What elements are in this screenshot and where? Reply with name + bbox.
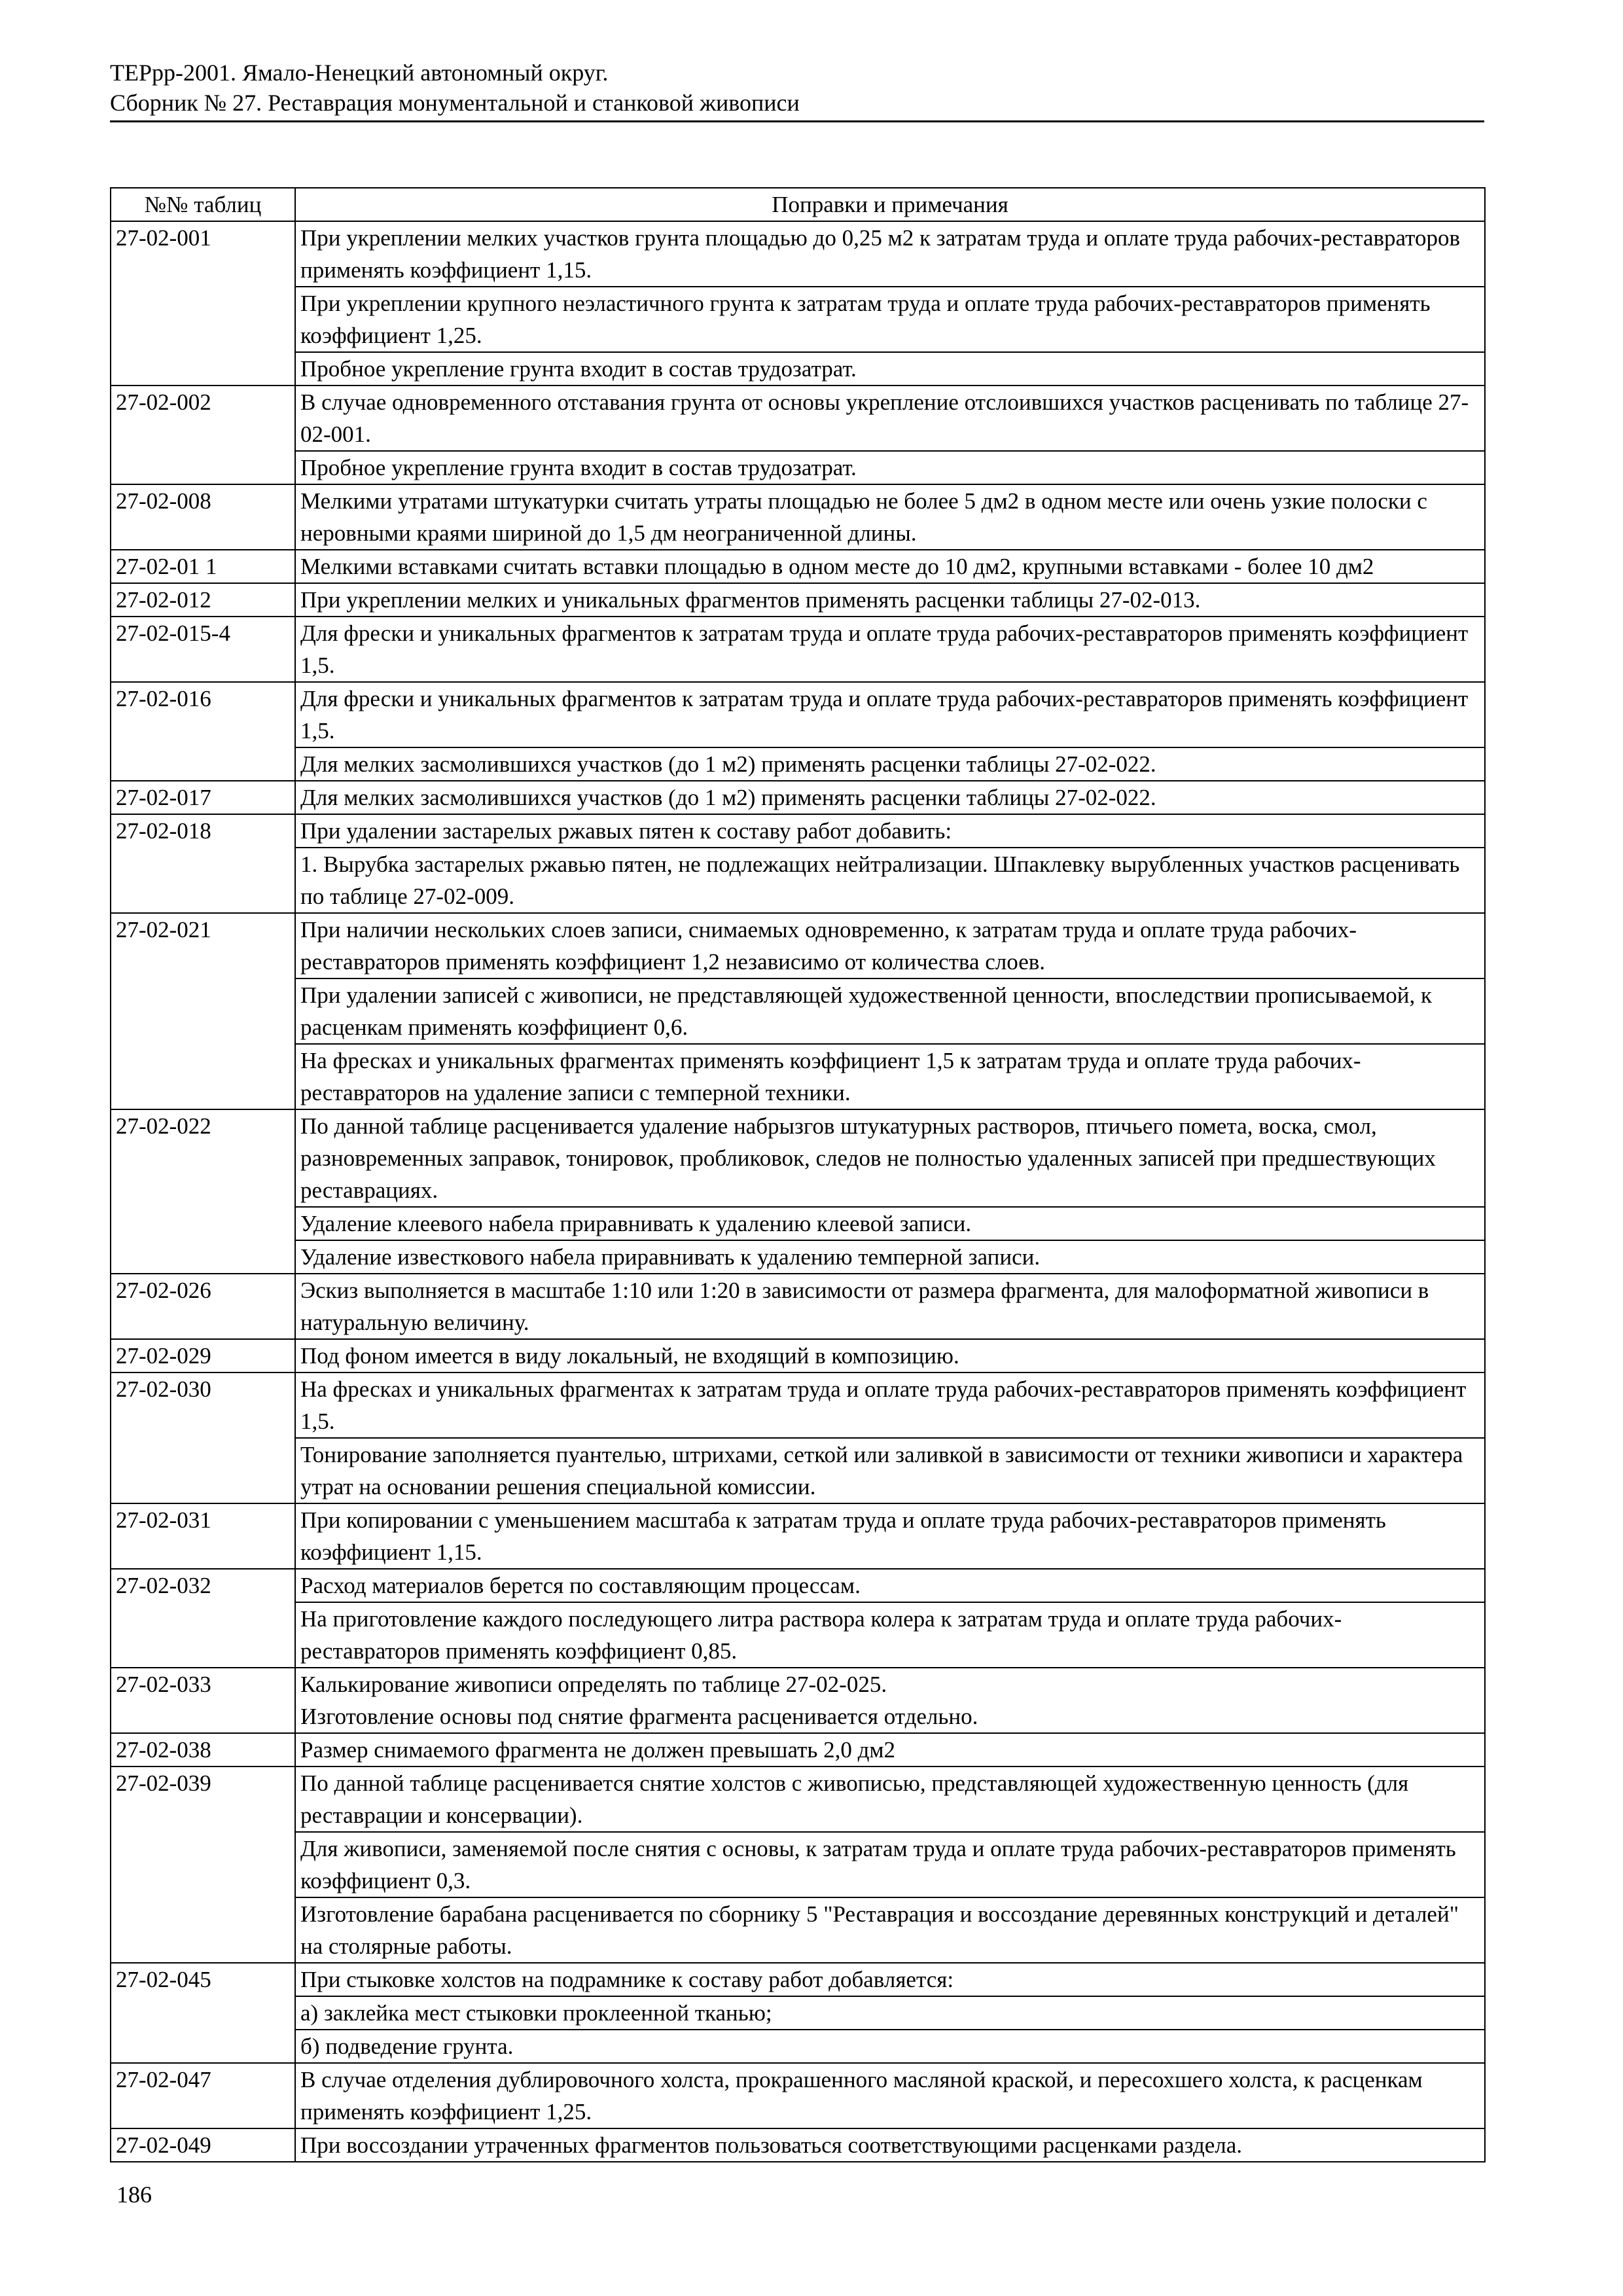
table-row: [111, 1569, 1485, 1602]
table-row: [111, 484, 1485, 550]
table-number-cell: 27-02-039: [111, 1767, 295, 1963]
table-row: [111, 1503, 1485, 1569]
note-cell: Под фоном имеется в виду локальный, не входящий в композицию.: [295, 1339, 1485, 1372]
table-row: [111, 1996, 1485, 2030]
note-cell: Удаление известкового набела приравнивать к удалению темперной записи.: [295, 1240, 1485, 1274]
table-number-cell: 27-02-026: [111, 1274, 295, 1339]
note-cell: На фресках и уникальных фрагментах к затратам труда и оплате труда рабочих-реставраторов применять коэффициент 1,5.: [295, 1372, 1485, 1438]
table-row: [111, 1339, 1485, 1372]
header-subtitle: Сборник № 27. Реставрация монументальной и станковой живописи: [110, 90, 800, 116]
table-number-cell: 27-02-015-4: [111, 617, 295, 682]
page-header: [110, 58, 1484, 122]
note-cell: а) заклейка мест стыковки проклеенной тканью;: [295, 1996, 1485, 2030]
table-row: [111, 1109, 1485, 1207]
note-cell: Тонирование заполняется пуантелью, штрихами, сеткой или заливкой в зависимости от техники живописи и характера утрат на основании решения специальной комиссии.: [295, 1438, 1485, 1503]
note-cell: При удалении записей с живописи, не представляющей художественной ценности, впоследствии прописываемой, к расценкам применять коэффициент 0,6.: [295, 978, 1485, 1044]
table-row: [111, 1274, 1485, 1339]
table-number-cell: 27-02-032: [111, 1569, 295, 1668]
table-row: [111, 1438, 1485, 1503]
note-cell: Для мелких засмолившихся участков (до 1 м2) применять расценки таблицы 27-02-022.: [295, 747, 1485, 781]
table-number-cell: 27-02-017: [111, 781, 295, 814]
table-row: [111, 221, 1485, 287]
table-number-cell: 27-02-029: [111, 1339, 295, 1372]
table-row: [111, 550, 1485, 583]
table-number-cell: 27-02-01 1: [111, 550, 295, 583]
header-title: ТЕРрр-2001. Ямало-Ненецкий автономный округ.: [110, 60, 609, 86]
table-row: [111, 1602, 1485, 1668]
table-number-cell: 27-02-047: [111, 2063, 295, 2128]
table-row: [111, 583, 1485, 617]
table-row: [111, 1044, 1485, 1109]
note-cell: На приготовление каждого последующего литра раствора колера к затратам труда и оплате труда рабочих-реставраторов применять коэффициент 0,85.: [295, 1602, 1485, 1668]
note-cell: При воссоздании утраченных фрагментов пользоваться соответствующими расценками раздела.: [295, 2128, 1485, 2162]
note-cell: По данной таблице расценивается снятие холстов с живописью, представляющей художественную ценность (для реставрации и консервации).: [295, 1767, 1485, 1832]
note-cell: При наличии нескольких слоев записи, снимаемых одновременно, к затратам труда и оплате труда рабочих-реставраторов применять коэффициент 1,2 независимо от количества слоев.: [295, 913, 1485, 978]
table-row: [111, 682, 1485, 747]
note-cell: При укреплении крупного неэластичного грунта к затратам труда и оплате труда рабочих-реставраторов применять коэффициент 1,25.: [295, 287, 1485, 352]
note-cell: В случае отделения дублировочного холста, прокрашенного масляной краской, и пересохшего холста, к расценкам применять коэффициент 1,25.: [295, 2063, 1485, 2128]
note-cell: Для фрески и уникальных фрагментов к затратам труда и оплате труда рабочих-реставраторов применять коэффициент 1,5.: [295, 617, 1485, 682]
table-row: [111, 451, 1485, 484]
note-cell: Пробное укрепление грунта входит в состав трудозатрат.: [295, 451, 1485, 484]
column-header-notes: Поправки и примечания: [295, 188, 1485, 221]
table-row: [111, 2063, 1485, 2128]
note-cell: Мелкими утратами штукатурки считать утраты площадью не более 5 дм2 в одном месте или очень узкие полоски с неровными краями шириной до 1,5 дм неограниченной длины.: [295, 484, 1485, 550]
note-cell: На фресках и уникальных фрагментах применять коэффициент 1,5 к затратам труда и оплате труда рабочих-реставраторов на удаление записи с темперной техники.: [295, 1044, 1485, 1109]
table-row: [111, 913, 1485, 978]
table-body: [111, 221, 1485, 2162]
note-cell: В случае одновременного отставания грунта от основы укрепление отслоившихся участков расценивать по таблице 27-02-001.: [295, 386, 1485, 451]
table-row: [111, 1240, 1485, 1274]
table-row: [111, 814, 1485, 848]
note-cell: Размер снимаемого фрагмента не должен превышать 2,0 дм2: [295, 1733, 1485, 1767]
table-row: [111, 848, 1485, 913]
note-cell: Расход материалов берется по составляющим процессам.: [295, 1569, 1485, 1602]
table-row: [111, 1372, 1485, 1438]
table-row: [111, 781, 1485, 814]
table-row: [111, 2128, 1485, 2162]
table-row: [111, 287, 1485, 352]
table-number-cell: 27-02-012: [111, 583, 295, 617]
note-cell: Калькирование живописи определять по таблице 27-02-025. Изготовление основы под снятие фрагмента расценивается отдельно.: [295, 1668, 1485, 1733]
table-number-cell: 27-02-018: [111, 814, 295, 913]
table-row: [111, 617, 1485, 682]
note-cell: При стыковке холстов на подрамнике к составу работ добавляется:: [295, 1963, 1485, 1996]
note-cell: Мелкими вставками считать вставки площадью в одном месте до 10 дм2, крупными вставками - более 10 дм2: [295, 550, 1485, 583]
table-row: [111, 386, 1485, 451]
table-number-cell: 27-02-045: [111, 1963, 295, 2063]
table-number-cell: 27-02-002: [111, 386, 295, 484]
column-header-table-numbers: №№ таблиц: [111, 188, 295, 221]
table-number-cell: 27-02-001: [111, 221, 295, 386]
table-row: [111, 1963, 1485, 1996]
table-number-cell: 27-02-031: [111, 1503, 295, 1569]
table-number-cell: 27-02-033: [111, 1668, 295, 1733]
notes-table: [110, 187, 1486, 2162]
table-number-cell: 27-02-049: [111, 2128, 295, 2162]
note-cell: Удаление клеевого набела приравнивать к удалению клеевой записи.: [295, 1207, 1485, 1240]
note-cell: Эскиз выполняется в масштабе 1:10 или 1:20 в зависимости от размера фрагмента, для малоформатной живописи в натуральную величину.: [295, 1274, 1485, 1339]
table-row: [111, 1733, 1485, 1767]
table-number-cell: 27-02-021: [111, 913, 295, 1109]
note-cell: Для фрески и уникальных фрагментов к затратам труда и оплате труда рабочих-реставраторов применять коэффициент 1,5.: [295, 682, 1485, 747]
note-cell: При удалении застарелых ржавых пятен к составу работ добавить:: [295, 814, 1485, 848]
note-cell: Для мелких засмолившихся участков (до 1 м2) применять расценки таблицы 27-02-022.: [295, 781, 1485, 814]
note-cell: По данной таблице расценивается удаление набрызгов штукатурных растворов, птичьего помета, воска, смол, разновременных заправок, тонировок, пробликовок, следов не полностью удаленных записей при предшествующих реставрациях.: [295, 1109, 1485, 1207]
table-number-cell: 27-02-038: [111, 1733, 295, 1767]
table-number-cell: 27-02-008: [111, 484, 295, 550]
note-cell: При копировании с уменьшением масштаба к затратам труда и оплате труда рабочих-реставраторов применять коэффициент 1,15.: [295, 1503, 1485, 1569]
table-row: [111, 1767, 1485, 1832]
table-number-cell: 27-02-016: [111, 682, 295, 781]
table-row: [111, 352, 1485, 386]
note-cell: При укреплении мелких и уникальных фрагментов применять расценки таблицы 27-02-013.: [295, 583, 1485, 617]
note-cell: Пробное укрепление грунта входит в состав трудозатрат.: [295, 352, 1485, 386]
note-cell: Для живописи, заменяемой после снятия с основы, к затратам труда и оплате труда рабочих-реставраторов применять коэффициент 0,3.: [295, 1832, 1485, 1897]
note-cell: б) подведение грунта.: [295, 2030, 1485, 2063]
note-cell: При укреплении мелких участков грунта площадью до 0,25 м2 к затратам труда и оплате труда рабочих-реставраторов применять коэффициент 1,15.: [295, 221, 1485, 287]
table-row: [111, 1832, 1485, 1897]
table-row: [111, 1668, 1485, 1733]
table-number-cell: 27-02-030: [111, 1372, 295, 1503]
table-number-cell: 27-02-022: [111, 1109, 295, 1274]
table-row: [111, 2030, 1485, 2063]
table-row: [111, 1897, 1485, 1963]
table-header-row: [111, 188, 1485, 221]
table-row: [111, 747, 1485, 781]
page-number: 186: [116, 2181, 152, 2208]
note-cell: Изготовление барабана расценивается по сборнику 5 "Реставрация и воссоздание деревянных конструкций и деталей" на столярные работы.: [295, 1897, 1485, 1963]
table-row: [111, 978, 1485, 1044]
note-cell: 1. Вырубка застарелых ржавью пятен, не подлежащих нейтрализации. Шпаклевку вырубленных участков расценивать по таблице 27-02-009.: [295, 848, 1485, 913]
table-row: [111, 1207, 1485, 1240]
